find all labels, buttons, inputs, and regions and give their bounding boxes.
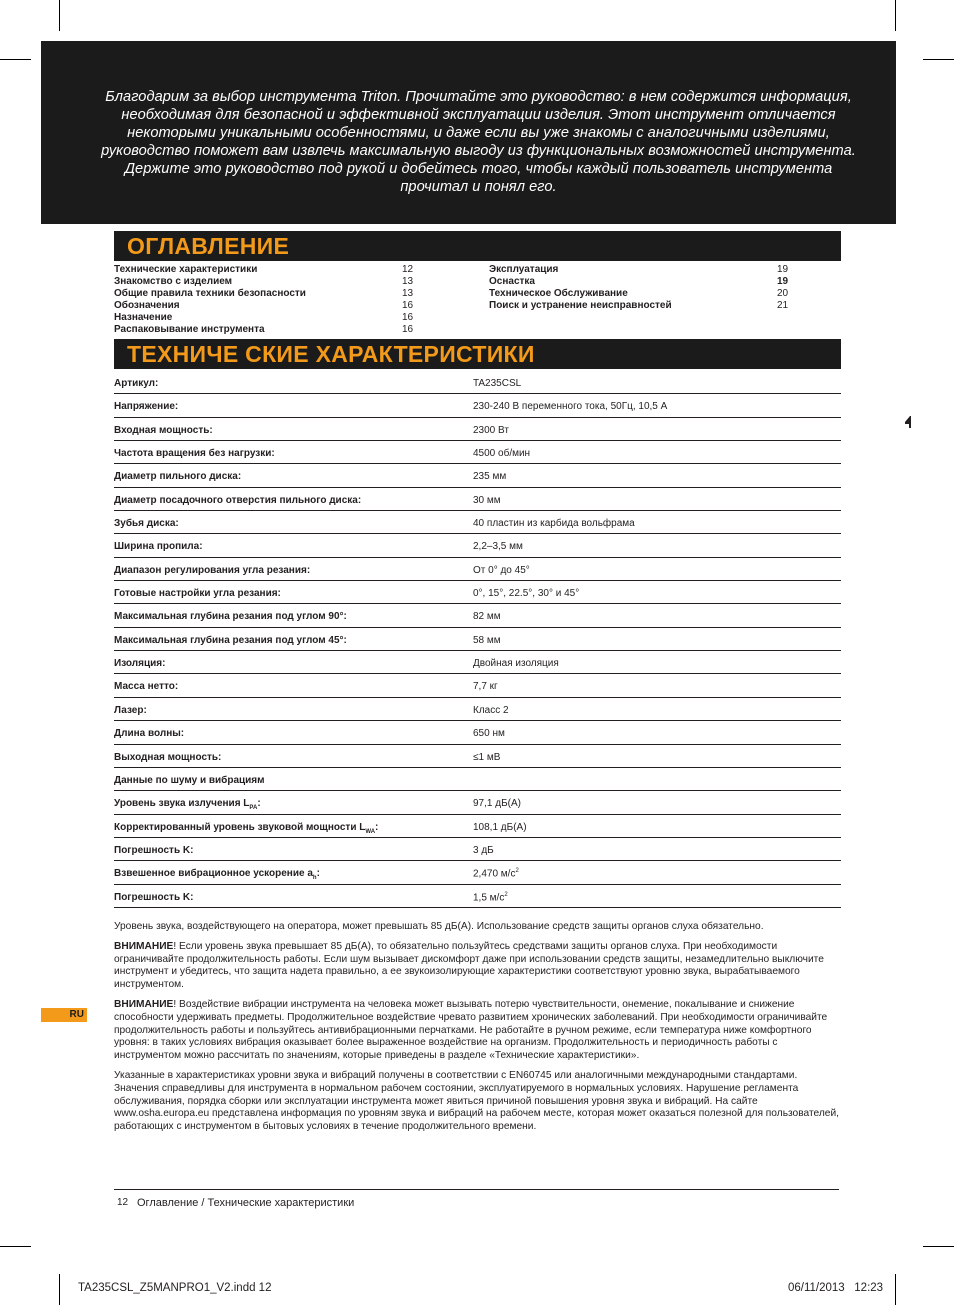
language-tab: [41, 1008, 87, 1022]
spec-label: Частота вращения без нагрузки:: [114, 448, 275, 460]
spec-value: 650 нм: [473, 728, 505, 740]
toc-entry-page: 20: [777, 288, 789, 299]
toc-entry[interactable]: [114, 324, 414, 334]
spec-row: [114, 861, 841, 884]
crop-mark: [895, 0, 896, 31]
toc-entry[interactable]: [489, 288, 791, 300]
spec-value: Двойная изоляция: [473, 658, 559, 670]
toc-entry-label: Знакомство с изделием: [114, 276, 233, 287]
page-footer-title: Оглавление / Технические характеристики: [137, 1197, 355, 1209]
language-label: RU: [69, 1009, 84, 1020]
spec-label-subscript: PA: [249, 805, 258, 812]
spec-row: [114, 698, 841, 721]
slug-date: 06/11/2013 12:23: [788, 1282, 884, 1294]
spec-label-subscript: h: [312, 875, 317, 882]
spec-label: Длина волны:: [114, 728, 185, 740]
spec-row: [114, 558, 841, 581]
toc-entry-page: 13: [402, 288, 414, 299]
spec-row: [114, 791, 841, 814]
notes: [114, 921, 841, 1141]
spec-label: Данные по шуму и вибрациям: [114, 774, 265, 786]
spec-label: Изоляция:: [114, 658, 166, 670]
spec-value: ≤1 мВ: [473, 751, 501, 763]
spec-row: [114, 488, 841, 511]
spec-value: 4500 об/мин: [473, 448, 531, 460]
toc-entry-page: 16: [402, 312, 414, 323]
toc-right-column: [489, 264, 791, 312]
spec-value: 58 мм: [473, 634, 501, 646]
toc-entry-label: Назначение: [114, 312, 173, 323]
spec-label: Погрешность K:: [114, 891, 194, 903]
spec-value: 235 мм: [473, 471, 507, 483]
spec-row: [114, 885, 841, 908]
warning-label: ВНИМАНИЕ: [114, 940, 174, 952]
spec-label: Готовые настройки угла резания:: [114, 588, 281, 600]
spec-label: Лазер:: [114, 704, 147, 716]
spec-value: 97,1 дБ(А): [473, 798, 521, 810]
spec-value-superscript: 2: [515, 868, 519, 875]
spec-label: Максимальная глубина резания под углом 45°:: [114, 634, 347, 646]
spec-row: [114, 511, 841, 534]
intro-text: Благодарим за выбор инструмента Triton. Прочитайте это руководство: в нем содержится информация, необходимая для безопасной и эффективной эксплуатации изделия. Этот инструмент отличается некоторыми уникальными особенностями, и даже если вы уже знакомы с аналогичными изделиями, руководство поможет вам извлечь максимальную выгоду из функциональных возможностей инструмента. Держите это руководство под рукой и добейтесь того, чтобы каждый пользователь инструмента прочитал и понял его.: [101, 89, 856, 195]
spec-label: Погрешность K:: [114, 844, 194, 856]
toc-entry-label: Распаковывание инструмента: [114, 324, 265, 334]
spec-label: Уровень звука излучения $L_{PA}$:: [114, 798, 261, 812]
crop-mark: [0, 1246, 31, 1247]
spec-row: [114, 674, 841, 697]
crop-mark: [59, 0, 60, 31]
toc-entry-label: Эксплуатация: [489, 264, 559, 275]
edge-mark: [905, 415, 913, 429]
note-paragraph: [114, 999, 841, 1063]
toc-entry[interactable]: [114, 300, 414, 312]
toc-entry-label: Оснастка: [489, 276, 535, 287]
toc-entry[interactable]: [114, 288, 414, 300]
slug-file: TA235CSL_Z5MANPRO1_V2.indd 12: [78, 1282, 272, 1294]
spec-label: Выходная мощность:: [114, 751, 222, 763]
note-paragraph: [114, 941, 841, 992]
note-paragraph: Уровень звука, воздействующего на оператора, может превышать 85 дБ(А). Использование средств защиты органов слуха обязательно.: [114, 921, 764, 932]
spec-value: 2300 Вт: [473, 424, 509, 436]
spec-row: [114, 628, 841, 651]
spec-row: [114, 534, 841, 557]
toc-left-column: [114, 264, 414, 334]
toc-entry-label: Техническое Обслуживание: [489, 288, 628, 299]
spec-label: Напряжение:: [114, 401, 179, 413]
specs-table: [114, 371, 841, 908]
table-of-contents: [114, 264, 841, 334]
footer-rule: [114, 1189, 839, 1190]
specs-header: [114, 339, 841, 369]
spec-value: 230-240 В переменного тока, 50Гц, 10,5 А: [473, 401, 668, 413]
toc-entry-page: 19: [777, 276, 789, 287]
toc-entry[interactable]: [489, 300, 791, 312]
warning-text: ! Если уровень звука превышает 85 дБ(А), то обязательно пользуйтесь средствами защиты органов слуха. При необходимости ограничивайте продолжительность работы. Если шум вызывает дискомфорт даже при использовании средств защиты, незамедлительно выключите инструмент и убедитесь, что защита надета правильно, а ее звукоизолирующие характеристики соответствуют уровню звука, вырабатываемого инструментом.: [114, 940, 824, 991]
spec-label: Ширина пропила:: [114, 541, 203, 553]
spec-value: 7,7 кг: [473, 681, 498, 693]
toc-entry-label: Обозначения: [114, 300, 180, 311]
spec-value: 82 мм: [473, 611, 501, 623]
spec-value: TA235CSL: [473, 378, 522, 389]
warning-label: ВНИМАНИЕ: [114, 998, 174, 1010]
toc-entry[interactable]: [114, 276, 414, 288]
spec-row: [114, 768, 841, 791]
spec-label: Взвешенное вибрационное ускорение $a_h$:: [114, 868, 320, 882]
spec-value: 40 пластин из карбида вольфрама: [473, 518, 635, 530]
spec-row: [114, 464, 841, 487]
spec-value: 2,2–3,5 мм: [473, 541, 523, 553]
warning-text: ! Воздействие вибрации инструмента на человека может вызывать потерю чувствительности, онемение, покалывание и снижение способности удерживать предметы. Продолжительное воздействие чревато развитием хронических заболеваний. При необходимости ограничивайте продолжительность работы и пользуйтесь антивибрационными перчатками. Не работайте в ручном режиме, если температура ниже комфортного уровня: в таких условиях вибрация оказывает более выраженное воздействие на организм. Продолжительность и периодичность работы с инструментом можно рассчитать по значениям, которые приведены в разделе «Технические характеристики».: [114, 998, 828, 1062]
crop-mark: [923, 1246, 954, 1247]
spec-row: [114, 371, 841, 394]
spec-row: [114, 721, 841, 744]
spec-value-superscript: 2: [504, 891, 508, 898]
specs-title: ТЕХНИЧЕ СКИЕ ХАРАКТЕРИСТИКИ: [127, 341, 535, 367]
crop-mark: [895, 1274, 896, 1305]
spec-label: Корректированный уровень звуковой мощности $L_{WA}$:: [114, 821, 379, 835]
spec-label: Масса нетто:: [114, 681, 179, 693]
toc-entry-page: 19: [777, 264, 789, 275]
spec-label: Артикул:: [114, 378, 159, 389]
intro-banner: [41, 41, 896, 224]
spec-row: [114, 838, 841, 861]
toc-entry-page: 12: [402, 264, 414, 275]
toc-entry[interactable]: [114, 312, 414, 324]
spec-row: [114, 651, 841, 674]
toc-entry-page: 16: [402, 324, 414, 334]
toc-entry[interactable]: [114, 264, 414, 276]
spec-label: Максимальная глубина резания под углом 90°:: [114, 611, 347, 623]
page-number: 12: [117, 1197, 129, 1208]
spec-label: Зубья диска:: [114, 518, 179, 530]
crop-mark: [59, 1274, 60, 1305]
spec-label: Диаметр посадочного отверстия пильного диска:: [114, 494, 362, 506]
crop-mark: [0, 59, 31, 60]
spec-row: [114, 604, 841, 627]
spec-label: Входная мощность:: [114, 424, 213, 436]
toc-entry-label: Технические характеристики: [114, 264, 258, 275]
toc-entry-label: Общие правила техники безопасности: [114, 288, 306, 299]
spec-value: Класс 2: [473, 704, 509, 716]
spec-value: 108,1 дБ(А): [473, 821, 527, 833]
spec-label-subscript: WA: [365, 828, 376, 835]
spec-value: От 0° до 45°: [473, 564, 530, 576]
crop-mark: [923, 59, 954, 60]
note-paragraph: Указанные в характеристиках уровни звука и вибраций получены в соответствии с EN60745 или аналогичными международными стандартами. Значения справедливы для инструмента в нормальном рабочем состоянии, эксплуатируемого в нормальных условиях. Нарушение регламента обслуживания, порядка сборки или эксплуатации инструмента может явиться причиной повышения уровня звука и вибраций. На сайте www.osha.europa.eu представлена информация по уровням звука и вибраций на рабочем месте, которая может оказаться полезной для пользователей, работающих с инструментом в бытовых условиях в течение продолжительного времени.: [114, 1069, 839, 1133]
toc-entry[interactable]: [489, 264, 791, 276]
toc-entry[interactable]: [489, 276, 791, 288]
spec-row: [114, 394, 841, 417]
spec-value: 30 мм: [473, 494, 501, 506]
spec-value: 0°, 15°, 22.5°, 30° и 45°: [473, 588, 580, 600]
spec-value: 1,5 $м/с^2$: [473, 891, 508, 903]
spec-value: 2,470 $м/с^2$: [473, 868, 519, 880]
spec-row: [114, 441, 841, 464]
toc-title: ОГЛАВЛЕНИЕ: [127, 233, 290, 259]
toc-entry-page: 13: [402, 276, 414, 287]
toc-header: [114, 231, 841, 261]
spec-label: Диапазон регулирования угла резания:: [114, 564, 311, 576]
spec-label: Диаметр пильного диска:: [114, 471, 242, 483]
toc-entry-page: 21: [777, 300, 789, 311]
spec-row: [114, 815, 841, 838]
spec-row: [114, 418, 841, 441]
spec-row: [114, 581, 841, 604]
toc-entry-label: Поиск и устранение неисправностей: [489, 300, 672, 311]
spec-value: 3 дБ: [473, 844, 494, 856]
spec-row: [114, 745, 841, 768]
toc-entry-page: 16: [402, 300, 414, 311]
